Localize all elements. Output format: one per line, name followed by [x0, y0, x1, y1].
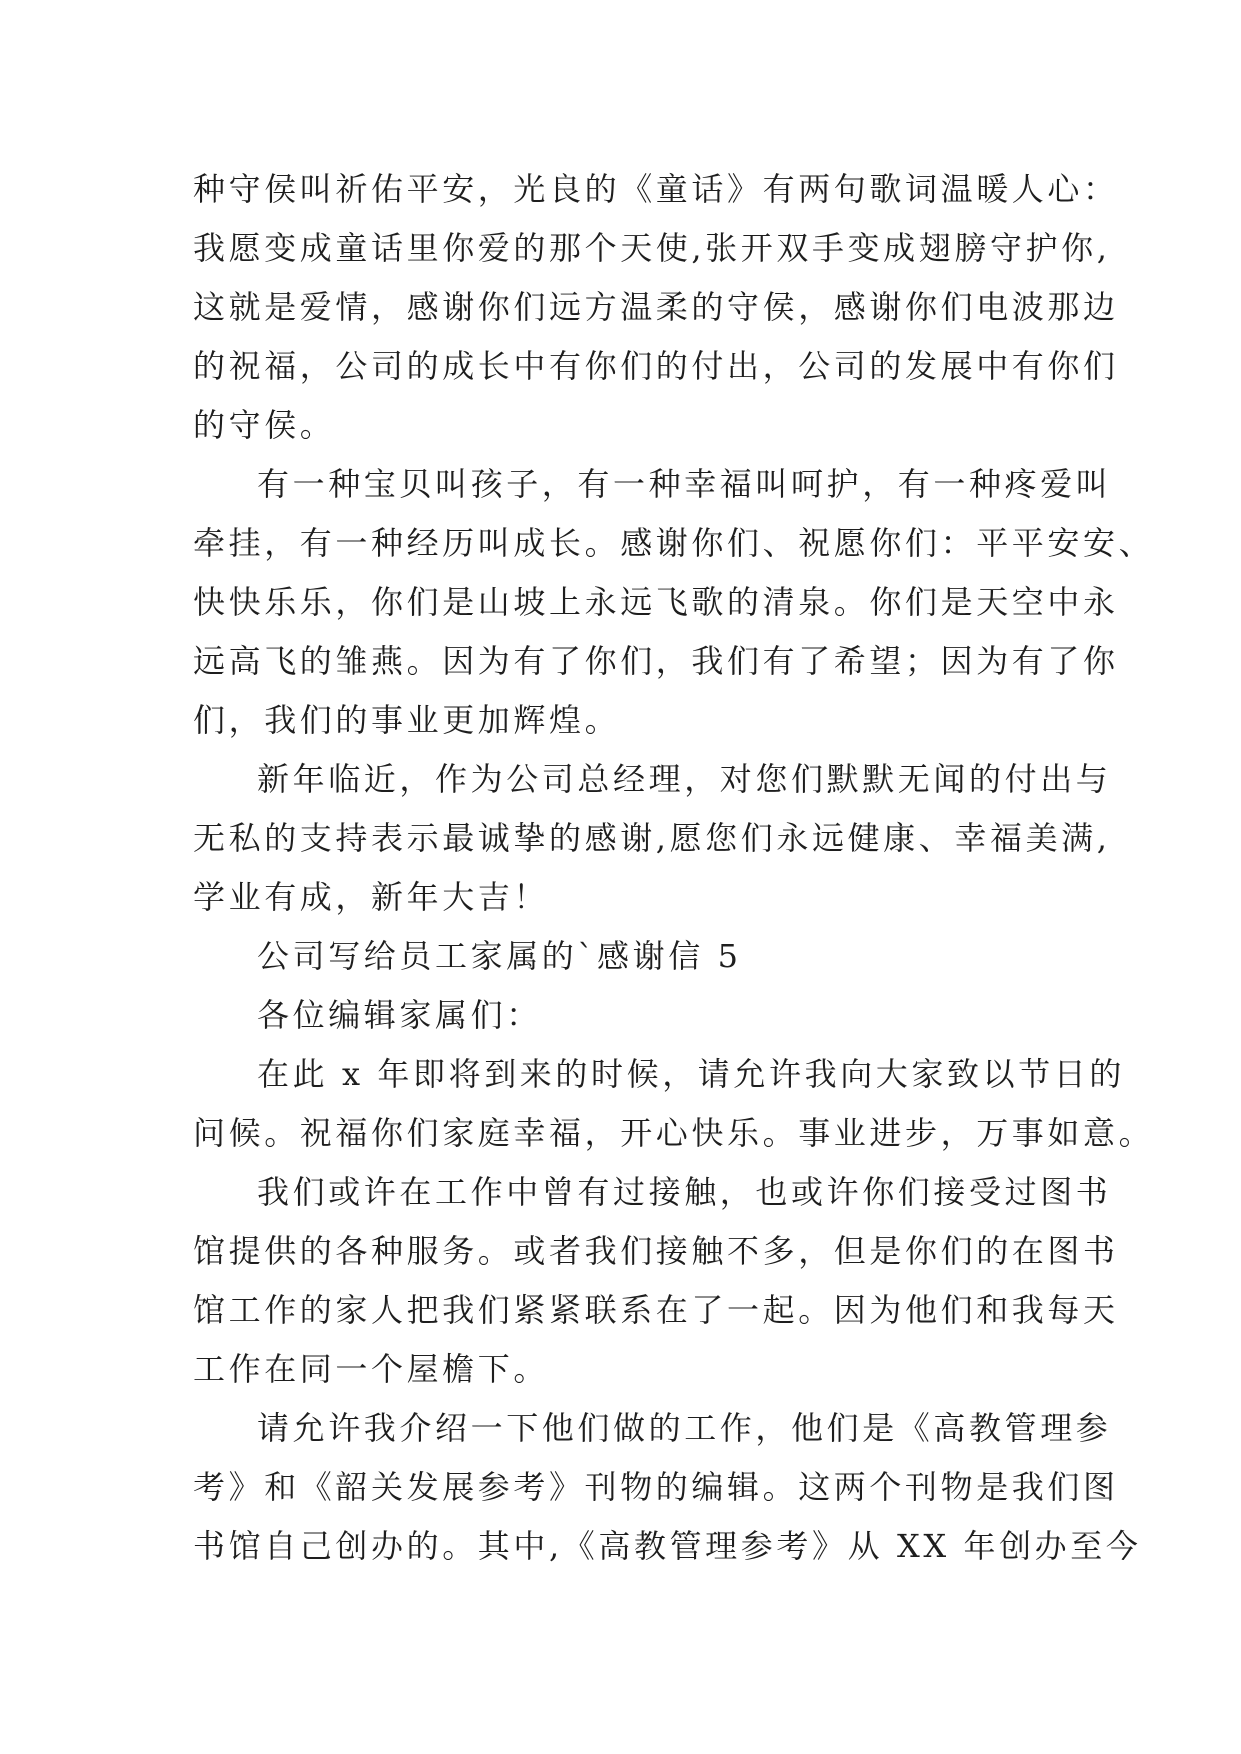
text-line: 牵挂，有一种经历叫成长。感谢你们、祝愿你们：平平安安、 — [193, 524, 1155, 562]
letter-salutation: 各位编辑家属们： — [257, 996, 542, 1034]
paragraph-first-line: 新年临近，作为公司总经理，对您们默默无闻的付出与 — [257, 760, 1112, 798]
text-line: 无私的支持表示最诚挚的感谢,愿您们永远健康、幸福美满, — [193, 819, 1111, 857]
text-line: 问候。祝福你们家庭幸福，开心快乐。事业进步，万事如意。 — [193, 1114, 1155, 1152]
paragraph-first-line: 在此 x 年即将到来的时候，请允许我向大家致以节日的 — [257, 1055, 1125, 1093]
text-line: 书馆自己创办的。其中,《高教管理参考》从 XX 年创办至今 — [193, 1527, 1142, 1565]
text-line: 馆提供的各种服务。或者我们接触不多，但是你们的在图书 — [193, 1232, 1119, 1270]
text-line: 快快乐乐，你们是山坡上永远飞歌的清泉。你们是天空中永 — [193, 583, 1119, 621]
text-line: 们，我们的事业更加辉煌。 — [193, 701, 621, 739]
text-line: 馆工作的家人把我们紧紧联系在了一起。因为他们和我每天 — [193, 1291, 1119, 1329]
text-line: 学业有成，新年大吉！ — [193, 878, 550, 916]
text-line: 工作在同一个屋檐下。 — [193, 1350, 550, 1388]
text-line: 远高飞的雏燕。因为有了你们，我们有了希望；因为有了你 — [193, 642, 1119, 680]
paragraph-first-line: 有一种宝贝叫孩子，有一种幸福叫呵护，有一种疼爱叫 — [257, 465, 1112, 503]
text-line: 考》和《韶关发展参考》刊物的编辑。这两个刊物是我们图 — [193, 1468, 1119, 1506]
paragraph-first-line: 我们或许在工作中曾有过接触，也或许你们接受过图书 — [257, 1173, 1112, 1211]
text-line: 的祝福，公司的成长中有你们的付出，公司的发展中有你们 — [193, 347, 1119, 385]
letter-title: 公司写给员工家属的`感谢信 5 — [257, 937, 742, 975]
text-line: 种守侯叫祈佑平安，光良的《童话》有两句歌词温暖人心： — [193, 170, 1119, 208]
text-line: 的守侯。 — [193, 406, 336, 444]
paragraph-first-line: 请允许我介绍一下他们做的工作，他们是《高教管理参 — [257, 1409, 1112, 1447]
text-line: 我愿变成童话里你爱的那个天使,张开双手变成翅膀守护你, — [193, 229, 1111, 267]
text-line: 这就是爱情，感谢你们远方温柔的守侯，感谢你们电波那边 — [193, 288, 1119, 326]
